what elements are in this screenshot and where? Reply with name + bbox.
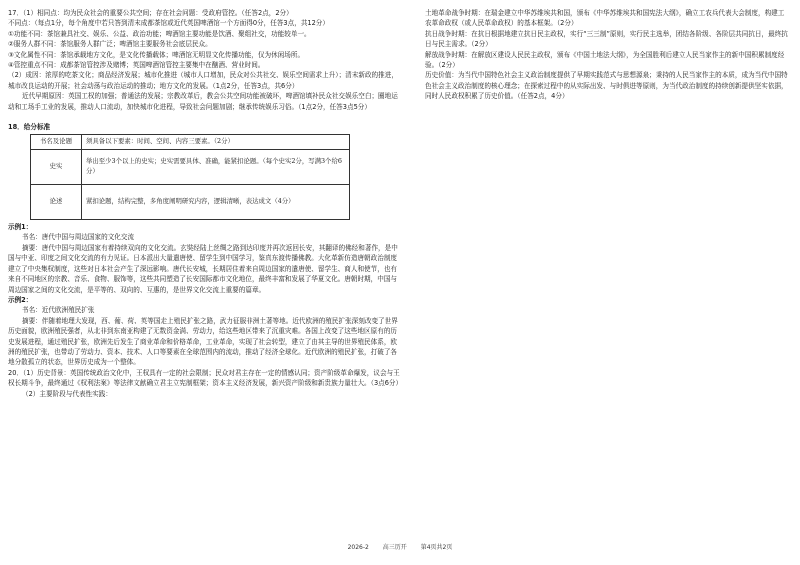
q17-line-7: （2）成因：浓厚的吃茶文化；商品经济发展；城市化推进（城市人口增加，民众对公共社交、娱乐空间需求上升）；清末新政的推进，城市改良运动的开展；社会动荡与政治运动的推动；地方文化的发展。（1点2分，任答3点，共6分） bbox=[8, 71, 398, 90]
table-key: 书名及论题 bbox=[31, 135, 82, 150]
right-paragraph: 解放战争时期：在解放区建设人民民主政权，颁布《中国土地法大纲》，为全国胜利后建立人民当家作主的新中国积累制度经验。（2分） bbox=[425, 50, 785, 70]
page-footer bbox=[0, 542, 800, 551]
q17-line-3: ①功能不同：茶馆兼具社交、娱乐、公益、政治功能；啤酒馆主要功能是饮酒、聚组社交，功能较单一。 bbox=[8, 29, 311, 38]
right-paragraph: 抗日战争时期：在抗日根据地建立抗日民主政权，实行“三三制”原则，实行民主选举，团结各阶级、各阶层共同抗日，最终抗日与民主需求。（2分） bbox=[425, 29, 788, 49]
right-column bbox=[425, 8, 790, 102]
example-1-label: 示例1： bbox=[8, 223, 33, 232]
q17-line-8: 近代早期原因：英国工权的加强；普通法的发展；宗教改革后，教会公共空间功能被破坏，啤酒馆填补民众社交娱乐空白；圈地运动和工场手工业的发展，推动人口流动，加快城市化进程，导致社会问题加剧；继承传统娱乐习俗。（1点2分，任答3点5分） bbox=[8, 92, 398, 111]
table-key: 论述 bbox=[31, 185, 82, 220]
q17-line-4: ②服务人群不同：茶馆服务人群广泛；啤酒馆主要服务社会底层民众。 bbox=[8, 40, 212, 49]
table-value: 紧扣论题，结构完整，多角度阐明研究内容，逻辑清晰，表达成文（4分） bbox=[82, 185, 350, 220]
q17-line-2: 不同点：（每点1分，每个角度中若只答到清末成都茶馆或近代英国啤酒馆一个方面得0分，任答3点，共12分） bbox=[8, 19, 329, 28]
q17-line-5: ③文化属性不同：茶馆承载地方文化，是文化传播载体；啤酒馆无明显文化传播功能，仅为休闲场所。 bbox=[8, 50, 305, 59]
table-value: 举出至少3个以上的史实；史实需要具体、准确，能紧扣论题。（每个史实2分，写满3个给6分） bbox=[82, 150, 350, 185]
q17-line-1: 17．（1）相同点：均为民众社会的重要公共空间；存在社会问题：受政府管控。（任答2点，2分） bbox=[8, 9, 293, 17]
footer-page: 第4页共2页 bbox=[420, 544, 453, 551]
q20-line-2: （2）主要阶段与代表性实践： bbox=[22, 389, 112, 398]
q20-line-1: 20．（1）历史背景：英国传统政治文化中，王权具有一定的社会限制；民众对君主存在一定的情感认同；资产阶级革命爆发，议会与王权长期斗争，最终通过《权利法案》等法律文献确立君主立宪制框架；资本主义经济发展，新兴资产阶级和新贵族力量壮大。（3点6分） bbox=[8, 368, 403, 388]
example-2-label: 示例2： bbox=[8, 295, 33, 304]
scoring-table bbox=[30, 134, 350, 220]
table-row bbox=[31, 150, 350, 185]
example-1-title: 书名：唐代中国与周边国家的文化交流 bbox=[22, 233, 135, 242]
footer-grade: 高三历开 bbox=[382, 544, 407, 551]
example-1-abstract: 摘要：唐代中国与周边国家有着持续双向的文化交流。玄奘经陆上丝绸之路到达印度并再次返回长安，其翻译的佛经和著作，是中国与中亚、印度之间文化交流的有力见证。日本派出大量遣唐使、留学生到中国学习，鉴真东渡传播佛教。大化革新仿造唐朝政治制度建立了中央集权制度，这些对日本社会产生了深远影响。唐代长安城，长期居住着来自周边国家的遣唐使、留学生、商人和使节，也有来自不同地区的宗教、音乐、食物、服饰等，这些共同塑造了长安国际都市文化地位，最终丰富和发展了华夏文化。唐朝时期，中国与周边国家之间的文化交流，是平等的、双向的、互惠的，是世界文化交流上重要的篇章。 bbox=[8, 243, 398, 294]
table-row bbox=[31, 185, 350, 220]
table-key: 史实 bbox=[31, 150, 82, 185]
example-2-abstract: 摘要：伴随着地理大发现，西、葡、荷、英等国走上殖民扩张之路，武力征服非洲土著等地。近代欧洲的殖民扩张深刻改变了世界历史面貌，欧洲殖民强者，从北非到东南亚构建了无数资金满、劳动力，给这些地区带来了沉重灾难。各国上改变了这些地区原有的历史发展进程，通过殖民扩张，欧洲先后发生了商业革命和价格革命，工业革命，实现了社会转型，建立了由其主导的世界殖民体系，欧洲的殖民扩张，也带动了劳动力、资本、技术、人口等要素在全球范围内的流动，推动了经济全球化。近代欧洲的殖民扩张，打破了各地分散孤立的状态，世界历史成为一个整体。 bbox=[8, 316, 398, 367]
q17-line-6: ④管控重点不同：成都茶馆管控涉及赌博；英国啤酒馆管控主要集中在酗酒、营业时间。 bbox=[8, 61, 265, 70]
table-row bbox=[31, 135, 350, 150]
right-paragraph: 历史价值：为当代中国特色社会主义政治制度提供了早期实践范式与思想源泉；秉持的人民当家作主的本质，成为当代中国特色社会主义政治制度的核心理念；在探索过程中的从实际出发、与时俱进等原则，为当代政治制度的持续创新提供坚实依据，同时人民政权积累了历史价值。（任答2点，4分） bbox=[425, 71, 788, 101]
footer-year: 2026-2 bbox=[347, 544, 369, 551]
q18-title: 18．给分标准 bbox=[8, 123, 51, 132]
right-paragraph: 土地革命战争时期：在瑞金建立中华苏维埃共和国，颁布《中华苏维埃共和国宪法大纲》，确立工农兵代表大会制度，构建工农革命政权（或人民革命政权）的基本框架。（2分） bbox=[425, 9, 785, 28]
example-2-title: 书名：近代欧洲殖民扩张 bbox=[22, 306, 95, 315]
left-column bbox=[8, 8, 403, 399]
table-value: 须具备以下要素：时间、空间、内容三要素。（2分） bbox=[82, 135, 350, 150]
